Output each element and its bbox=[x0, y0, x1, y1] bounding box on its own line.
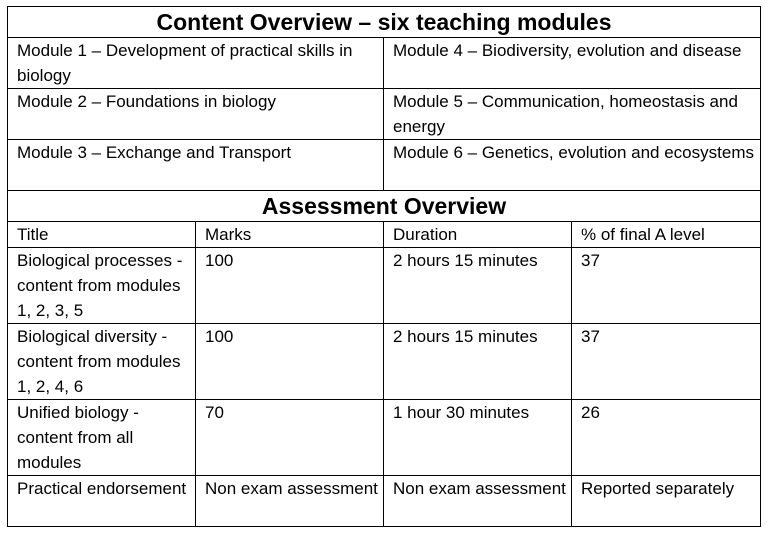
module-cell: Module 5 – Communication, homeostasis and energy bbox=[384, 89, 761, 140]
percent-cell: 26 bbox=[572, 400, 761, 476]
table-row bbox=[8, 248, 761, 324]
overview-document bbox=[7, 6, 761, 527]
duration-cell: 1 hour 30 minutes bbox=[384, 400, 572, 476]
module-cell: Module 3 – Exchange and Transport bbox=[8, 140, 384, 191]
assessment-title-cell: Biological processes - content from modules 1, 2, 3, 5 bbox=[8, 248, 196, 324]
marks-cell: Non exam assessment bbox=[196, 476, 384, 527]
module-cell: Module 6 – Genetics, evolution and ecosystems bbox=[384, 140, 761, 191]
module-row bbox=[8, 89, 761, 140]
table-row bbox=[8, 476, 761, 527]
percent-cell: 37 bbox=[572, 324, 761, 400]
assessment-header-row bbox=[8, 222, 761, 248]
duration-cell: 2 hours 15 minutes bbox=[384, 324, 572, 400]
assessment-title-cell: Practical endorsement bbox=[8, 476, 196, 527]
duration-cell: Non exam assessment bbox=[384, 476, 572, 527]
assessment-title-cell: Biological diversity - content from modules 1, 2, 4, 6 bbox=[8, 324, 196, 400]
percent-cell: Reported separately bbox=[572, 476, 761, 527]
marks-cell: 70 bbox=[196, 400, 384, 476]
module-cell: Module 2 – Foundations in biology bbox=[8, 89, 384, 140]
table-row bbox=[8, 324, 761, 400]
module-row bbox=[8, 140, 761, 191]
column-header-marks: Marks bbox=[196, 222, 384, 248]
content-overview-title: Content Overview – six teaching modules bbox=[8, 7, 761, 38]
marks-cell: 100 bbox=[196, 324, 384, 400]
duration-cell: 2 hours 15 minutes bbox=[384, 248, 572, 324]
table-row bbox=[8, 400, 761, 476]
content-overview-title-row bbox=[8, 7, 761, 38]
percent-cell: 37 bbox=[572, 248, 761, 324]
module-cell: Module 1 – Development of practical skills in biology bbox=[8, 38, 384, 89]
assessment-overview-title-row bbox=[8, 191, 761, 222]
column-header-percent: % of final A level bbox=[572, 222, 761, 248]
column-header-duration: Duration bbox=[384, 222, 572, 248]
assessment-overview-title: Assessment Overview bbox=[8, 191, 761, 222]
module-row bbox=[8, 38, 761, 89]
column-header-title: Title bbox=[8, 222, 196, 248]
overview-table bbox=[7, 6, 761, 527]
marks-cell: 100 bbox=[196, 248, 384, 324]
assessment-title-cell: Unified biology - content from all modules bbox=[8, 400, 196, 476]
module-cell: Module 4 – Biodiversity, evolution and disease bbox=[384, 38, 761, 89]
